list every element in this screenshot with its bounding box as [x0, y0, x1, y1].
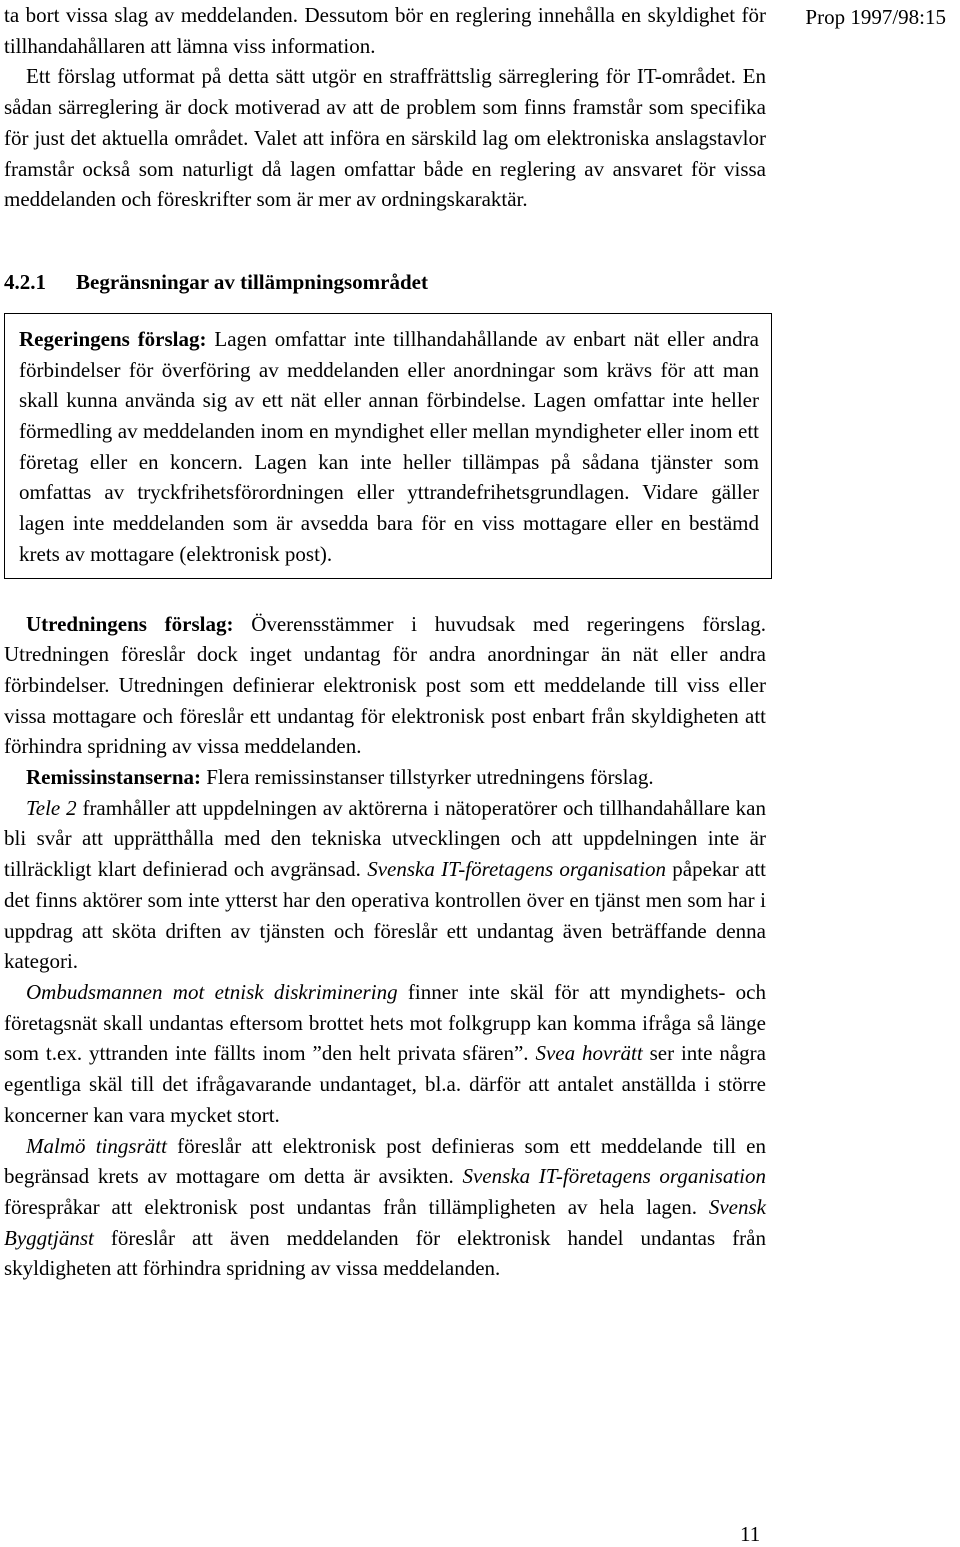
itf-text: påpekar att det finns aktörer som inte ytterst har den operativa kontrollen över en tjänst men som har i uppdrag att sköta driften av tjänsten och föreslår ett undantag även beträffande denna kategori. — [4, 857, 767, 974]
inquiry-label: Utredningens förslag: — [26, 611, 234, 636]
discussion-section — [4, 609, 766, 1284]
section-number: 4.2.1 — [4, 269, 46, 294]
malmo-text: föreslår att elektronisk post definieras som ett meddelande till en begränsad krets av mottagare om detta är avsikten. — [4, 1133, 766, 1189]
government-proposal-text — [19, 324, 759, 570]
consultation-paragraph — [4, 762, 766, 793]
ombudsman-name: Ombudsmannen mot etnisk diskriminering — [26, 979, 398, 1004]
tele2-name: Tele 2 — [26, 795, 77, 820]
ombudsman-paragraph — [4, 977, 766, 1131]
byggtjanst-name: Svensk Byggtjänst — [4, 1194, 766, 1250]
consultation-body: Flera remissinstanser tillstyrker utredningens förslag. — [201, 765, 654, 790]
text-column — [4, 0, 766, 1284]
byggtjanst-text: föreslår att även meddelanden för elektronisk handel undantas från skyldigheten att förhindra spridning av vissa meddelanden. — [4, 1225, 766, 1281]
consultation-label: Remissinstanserna: — [26, 765, 202, 790]
intro-paragraph-2: Ett förslag utformat på detta sätt utgör en straffrättslig särreglering för IT-området. En sådan särreglering är dock motiverad av att de problem som finns framstår som specifika för just det aktuella området. Valet att införa en särskild lag om elektroniska anslagstavlor framstår också som naturligt då lagen omfattar både en reglering av ansvaret för vissa meddelanden och föreskrifter som är mer av ordningskaraktär. — [4, 64, 766, 212]
section-title: Begränsningar av tillämpningsområdet — [76, 269, 428, 294]
svea-name: Svea hovrätt — [535, 1041, 643, 1066]
malmo-name: Malmö tingsrätt — [26, 1133, 167, 1158]
section-heading — [4, 267, 766, 297]
itf2-name: Svenska IT-företagens organisation — [462, 1164, 767, 1189]
government-proposal-box — [4, 313, 772, 579]
tele2-text: framhåller att uppdelningen av aktörerna i nätoperatörer och tillhandahållare kan bli svår att upprätthålla med den tekniska utvecklingen och att uppdelningen inte är tillräckligt klart definierad och avgränsad. — [4, 795, 766, 882]
itf2-text: förespråkar att elektronisk post undantas från tillämpligheten av hela lagen. — [4, 1194, 709, 1219]
government-proposal-body: Lagen omfattar inte tillhandahållande av enbart nät eller andra förbindelser för överföring av meddelanden eller anordningar som krävs för att man skall kunna använda sig av ett nät eller annan förbindelse. Lagen omfattar inte heller förmedling av meddelanden inom en myndighet eller mellan myndigheter eller inom ett företag eller en koncern. Lagen kan inte heller tillämpas på sådana tjänster som omfattas av tryckfrihetsförordningen eller yttrandefrihetsgrundlagen. Vidare gäller lagen inte meddelanden som är avsedda bara för en viss mottagare eller en bestämd krets av mottagare (elektronisk post). — [19, 326, 759, 566]
government-proposal-label: Regeringens förslag: — [19, 326, 207, 351]
page-number: 11 — [740, 1522, 761, 1546]
ombudsman-text: finner inte skäl för att myndighets- och företagsnät skall undantas eftersom brottet hets mot folkgrupp kan komma ifråga så länge som t.ex. yttranden inte fällts inom ”den helt privata sfären”. — [4, 979, 767, 1066]
svea-text: ser inte några egentliga skäl till det ifrågavarande undantaget, bl.a. därför att antalet anställda i större koncerner kan vara mycket stort. — [4, 1041, 766, 1127]
inquiry-body: Överensstämmer i huvudsak med regeringens förslag. Utredningen föreslår dock inget undantag för andra anordningar än nät eller andra förbindelser. Utredningen definierar elektronisk post som ett meddelande till viss eller vissa mottagare och föreslår ett undantag för elektronisk post enbart från skyldigheten att förhindra spridning av vissa meddelanden. — [4, 611, 766, 759]
document-id: Prop 1997/98:15 — [805, 5, 946, 29]
tele2-paragraph — [4, 793, 766, 977]
intro-paragraph-1: ta bort vissa slag av meddelanden. Dessutom bör en reglering innehålla en skyldighet för tillhandahållaren att lämna viss information. — [4, 3, 766, 58]
malmo-paragraph — [4, 1131, 766, 1285]
itf-name: Svenska IT-företagens organisation — [367, 857, 666, 882]
inquiry-paragraph — [4, 609, 766, 763]
